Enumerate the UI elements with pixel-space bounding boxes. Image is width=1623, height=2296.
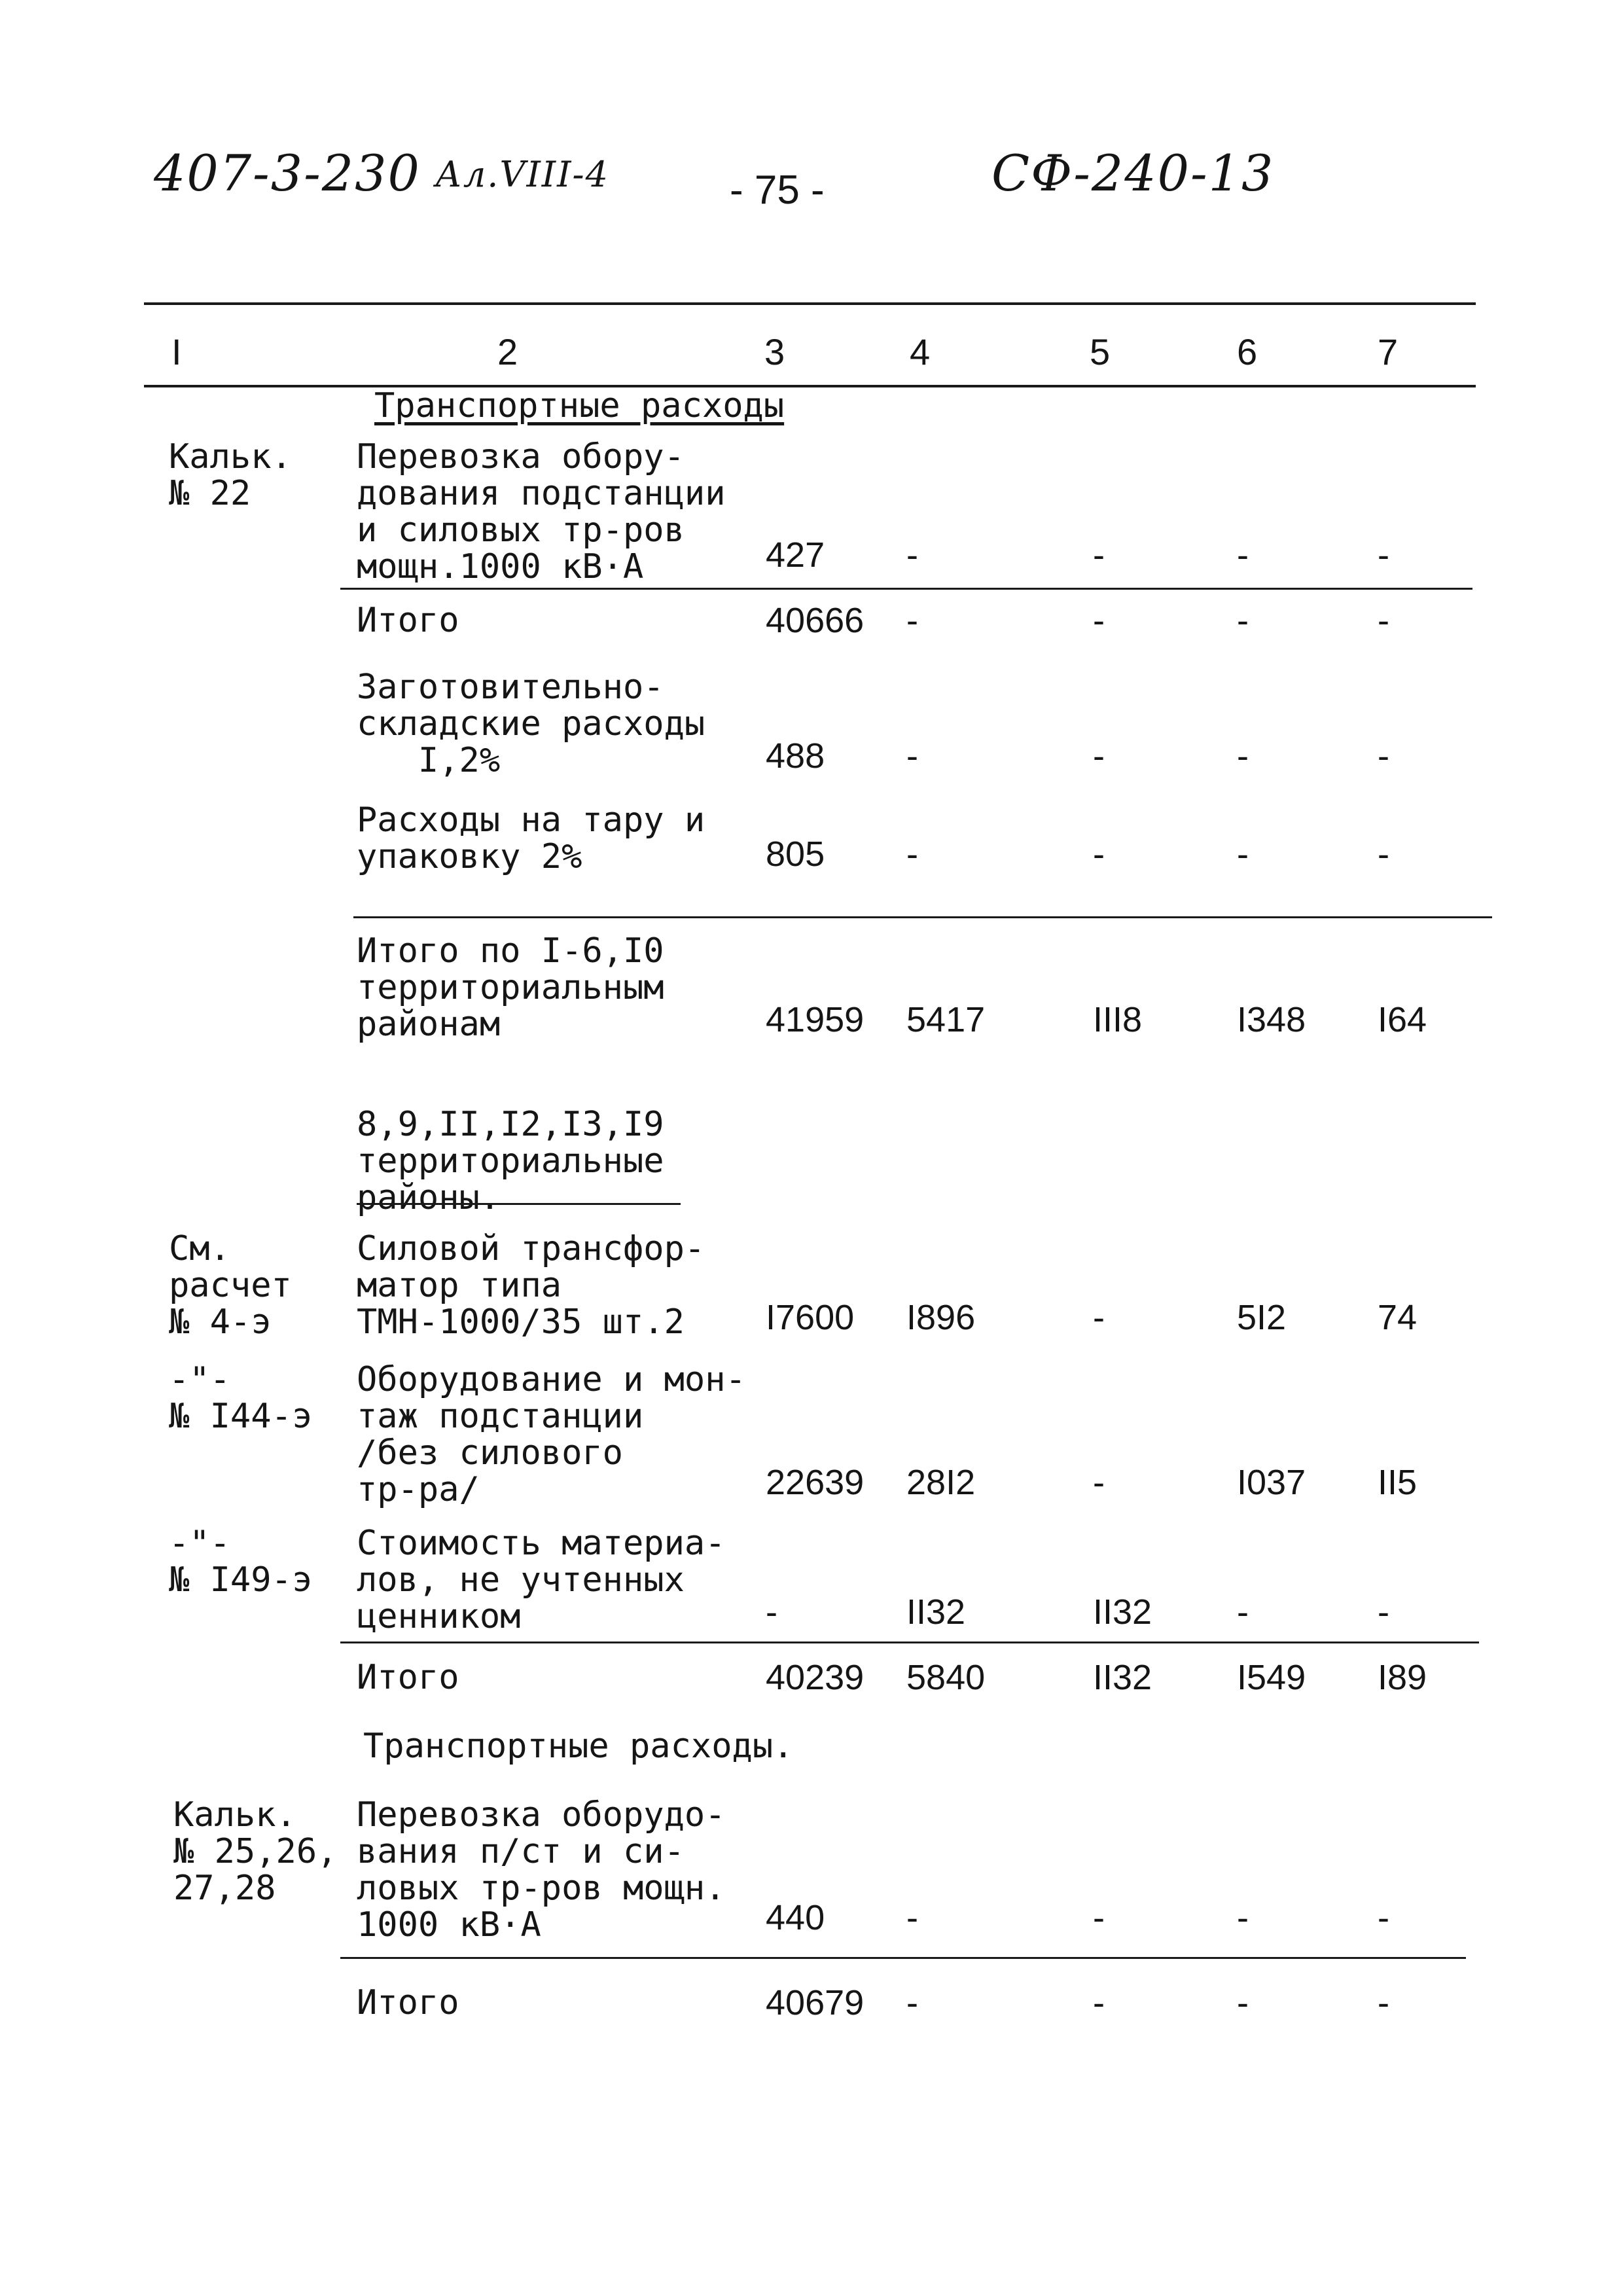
row-reference: Кальк. № 22 (169, 437, 292, 513)
row-reference: -"- № I44-э (169, 1360, 313, 1436)
cell-col6: - (1237, 834, 1249, 874)
row-description: Оборудование и мон- таж подстанции /без силового тр-ра/ (357, 1360, 746, 1509)
row-description: Перевозка обору- дования подстанции и силовых тр-ров мощн.1000 кВ·А (357, 437, 726, 586)
cell-col7: - (1378, 834, 1389, 874)
row-description: Силовой трансфор- матор типа ТМН-1000/35 шт.2 (357, 1229, 705, 1342)
column-header-3: 3 (764, 331, 785, 372)
subheading-underline (357, 1203, 681, 1205)
cell-col7: 74 (1378, 1298, 1418, 1337)
row-description: Стоимость материа- лов, не учтенных ценником (357, 1524, 726, 1636)
section-subheading: 8,9,II,I2,I3,I9 территориальные районы. (357, 1105, 664, 1217)
cell-col3: - (766, 1592, 777, 1632)
cell-col5: - (1093, 1298, 1105, 1337)
cell-col4: II32 (906, 1592, 966, 1632)
cell-col7: - (1378, 736, 1389, 776)
cell-col3: 440 (766, 1898, 825, 1937)
cell-col6: I037 (1237, 1463, 1306, 1502)
cell-col5: III8 (1093, 1000, 1143, 1039)
cell-col5: - (1093, 834, 1105, 874)
column-header-5: 5 (1090, 331, 1111, 372)
row-description: Итого (357, 1658, 459, 1697)
row-description: Перевозка оборудо- вания п/ст и си- ловых тр-ров мощн. 1000 кВ·А (357, 1795, 726, 1945)
row-description: Итого (357, 601, 459, 640)
cell-col3: 805 (766, 834, 825, 874)
cell-col5: - (1093, 1898, 1105, 1937)
column-header-4: 4 (910, 331, 931, 372)
cell-col3: 22639 (766, 1463, 865, 1502)
document-code: 407-3-230 (154, 144, 421, 202)
column-header-1: I (171, 331, 182, 372)
cell-col5: - (1093, 1463, 1105, 1502)
cell-col7: I64 (1378, 1000, 1427, 1039)
row-reference: -"- № I49-э (169, 1524, 313, 1600)
cell-col6: - (1237, 601, 1249, 640)
cell-col7: - (1378, 1592, 1389, 1632)
total-rule (353, 916, 1492, 918)
table-top-rule (144, 302, 1476, 305)
cell-col4: - (906, 834, 918, 874)
cell-col6: 5I2 (1237, 1298, 1287, 1337)
cell-col6: - (1237, 1592, 1249, 1632)
cell-col5: II32 (1093, 1592, 1152, 1632)
cell-col7: I89 (1378, 1658, 1427, 1697)
cell-col3: 427 (766, 535, 825, 575)
cell-col4: - (906, 736, 918, 776)
cell-col5: - (1093, 736, 1105, 776)
cell-col6: I348 (1237, 1000, 1306, 1039)
page-number: - 75 - (730, 168, 825, 213)
row-reference: См. расчет № 4-э (169, 1229, 292, 1342)
subtotal-rule (340, 1641, 1479, 1643)
cell-col3: I7600 (766, 1298, 855, 1337)
column-header-6: 6 (1237, 331, 1258, 372)
album-number: Ал.VIII-4 (435, 154, 610, 195)
cell-col3: 40679 (766, 1983, 865, 2022)
cell-col4: - (906, 601, 918, 640)
cell-col4: 5417 (906, 1000, 986, 1039)
cell-col4: - (906, 1898, 918, 1937)
sheet-code: СФ-240-13 (991, 144, 1275, 202)
cell-col6: - (1237, 736, 1249, 776)
subtotal-rule (340, 1957, 1466, 1959)
cell-col6: I549 (1237, 1658, 1306, 1697)
cell-col7: - (1378, 1983, 1389, 2022)
cell-col7: - (1378, 1898, 1389, 1937)
column-header-7: 7 (1378, 331, 1399, 372)
cell-col5: - (1093, 535, 1105, 575)
cell-col3: 40666 (766, 601, 865, 640)
cell-col4: - (906, 535, 918, 575)
row-description: Итого по I-6,I0 территориальным районам (357, 931, 664, 1044)
cell-col3: 488 (766, 736, 825, 776)
cell-col5: II32 (1093, 1658, 1152, 1697)
cell-col5: - (1093, 1983, 1105, 2022)
cell-col6: - (1237, 535, 1249, 575)
cell-col7: II5 (1378, 1463, 1418, 1502)
cell-col6: - (1237, 1898, 1249, 1937)
cell-col3: 40239 (766, 1658, 865, 1697)
section-heading: Транспортные расходы. (363, 1727, 794, 1766)
subtotal-rule (340, 588, 1472, 590)
cell-col4: - (906, 1983, 918, 2022)
row-description: Заготовительно- складские расходы I,2% (357, 668, 705, 780)
cell-col6: - (1237, 1983, 1249, 2022)
column-header-2: 2 (497, 331, 518, 372)
row-description: Итого (357, 1983, 459, 2022)
cell-col4: I896 (906, 1298, 976, 1337)
cell-col4: 5840 (906, 1658, 986, 1697)
cell-col3: 41959 (766, 1000, 865, 1039)
section-heading: Транспортные расходы (374, 386, 785, 425)
cell-col7: - (1378, 601, 1389, 640)
cell-col7: - (1378, 535, 1389, 575)
row-reference: Кальк. № 25,26, 27,28 (173, 1795, 338, 1908)
header-bottom-rule (144, 385, 1476, 387)
cell-col5: - (1093, 601, 1105, 640)
row-description: Расходы на тару и упаковку 2% (357, 800, 705, 876)
cell-col4: 28I2 (906, 1463, 976, 1502)
